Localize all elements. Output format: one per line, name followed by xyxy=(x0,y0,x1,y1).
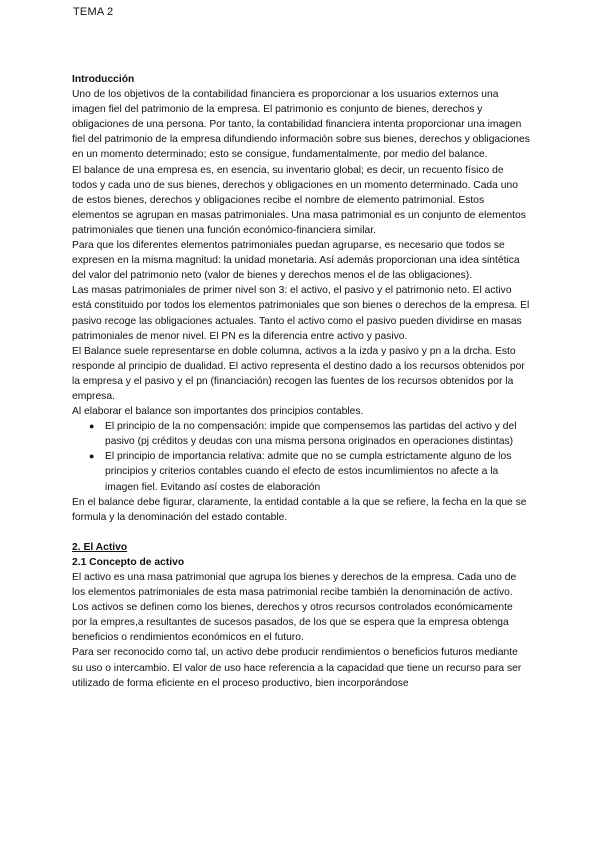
paragraph: El balance de una empresa es, en esencia, su inventario global; es decir, un recuento físico de todos y cada uno de sus bienes, derechos y obligaciones en un momento determinado. Cada uno de estos bienes, derechos y obligaciones recibe el nombre de elemento patrimonial. Estos elementos se agrupan en masas patrimoniales. Una masa patrimonial es un conjunto de elementos patrimoniales que tienen una función económico-financiera similar. xyxy=(72,164,526,236)
section-title-introduccion: Introducción xyxy=(72,74,135,85)
document-body xyxy=(72,72,530,691)
list-item xyxy=(89,419,530,449)
bullet-list xyxy=(72,419,530,494)
list-item-text: El principio de la no compensación: impide que compensemos las partidas del activo y del pasivo (pj créditos y deudas con una misma persona originados en operaciones distintas) xyxy=(105,421,517,448)
paragraph: Para que los diferentes elementos patrimoniales puedan agruparse, es necesario que todos se expresen en la misma magnitud: la unidad monetaria. Así además proporcionan una idea sintética del valor del patrimonio neto (valor de bienes y derechos menos el de las obligaciones). xyxy=(72,240,520,282)
subsection-title-concepto-activo: 2.1 Concepto de activo xyxy=(72,556,185,568)
page-header-tema: TEMA 2 xyxy=(73,6,114,18)
paragraph: El activo es una masa patrimonial que agrupa los bienes y derechos de la empresa. Cada uno de los elementos patrimoniales de esta masa patrimonial recibe también la denominación de activo. Los activos se definen como los bienes, derechos y otros recursos controlados económicamente por la empres,a resultantes de sucesos pasados, de los que se espera que la empresa obtenga beneficios o rendimientos económicos en el futuro. xyxy=(72,572,517,644)
bullet-icon: ● xyxy=(89,451,95,462)
paragraph: En el balance debe figurar, claramente, la entidad contable a la que se refiere, la fecha en la que se formula y la denominación del estado contable. xyxy=(72,496,527,523)
list-item-text: El principio de importancia relativa: admite que no se cumpla estrictamente alguno de los principios y criterios contables cuando el efecto de estos incumlimientos no afecte a la imagen fiel. Evitando así costes de elaboración xyxy=(105,451,512,493)
paragraph: Uno de los objetivos de la contabilidad financiera es proporcionar a los usuarios externos una imagen fiel del patrimonio de la empresa. El patrimonio es conjunto de bienes, derechos y obligaciones de una persona. Por tanto, la contabilidad financiera intenta proporcionar una imagen fiel del patrimonio de la empresa difundiendo información sobre sus bienes, derechos y obligaciones en un momento determinado; esto se consigue, fundamentalmente, por medio del balance. xyxy=(72,89,530,161)
section-title-activo: 2. El Activo xyxy=(72,541,128,553)
paragraph: Para ser reconocido como tal, un activo debe producir rendimientos o beneficios futuros mediante su uso o intercambio. El valor de uso hace referencia a la capacidad que tiene un recurso para ser utilizado de forma eficiente en el proceso productivo, bien incorporándose xyxy=(72,647,522,689)
paragraph: El Balance suele representarse en doble columna, activos a la izda y pasivo y pn a la drcha. Esto responde al principio de dualidad. El activo representa el destino dado a los recursos obtenidos por la empresa y el pasivo y el pn (financiación) recogen las fuentes de los recursos obtenidos por la empresa. xyxy=(72,345,525,402)
list-item xyxy=(89,449,530,494)
bullet-icon: ● xyxy=(89,421,95,432)
paragraph: Las masas patrimoniales de primer nivel son 3: el activo, el pasivo y el patrimonio neto. El activo está constituido por todos los elementos patrimoniales que son bienes o derechos de la empresa. El pasivo recoge las obligaciones actuales. Tanto el activo como el pasivo pueden dividirse en masas patrimoniales de menor nivel. El PN es la diferencia entre activo y pasivo. xyxy=(72,285,530,342)
paragraph: Al elaborar el balance son importantes dos principios contables. xyxy=(72,406,364,418)
